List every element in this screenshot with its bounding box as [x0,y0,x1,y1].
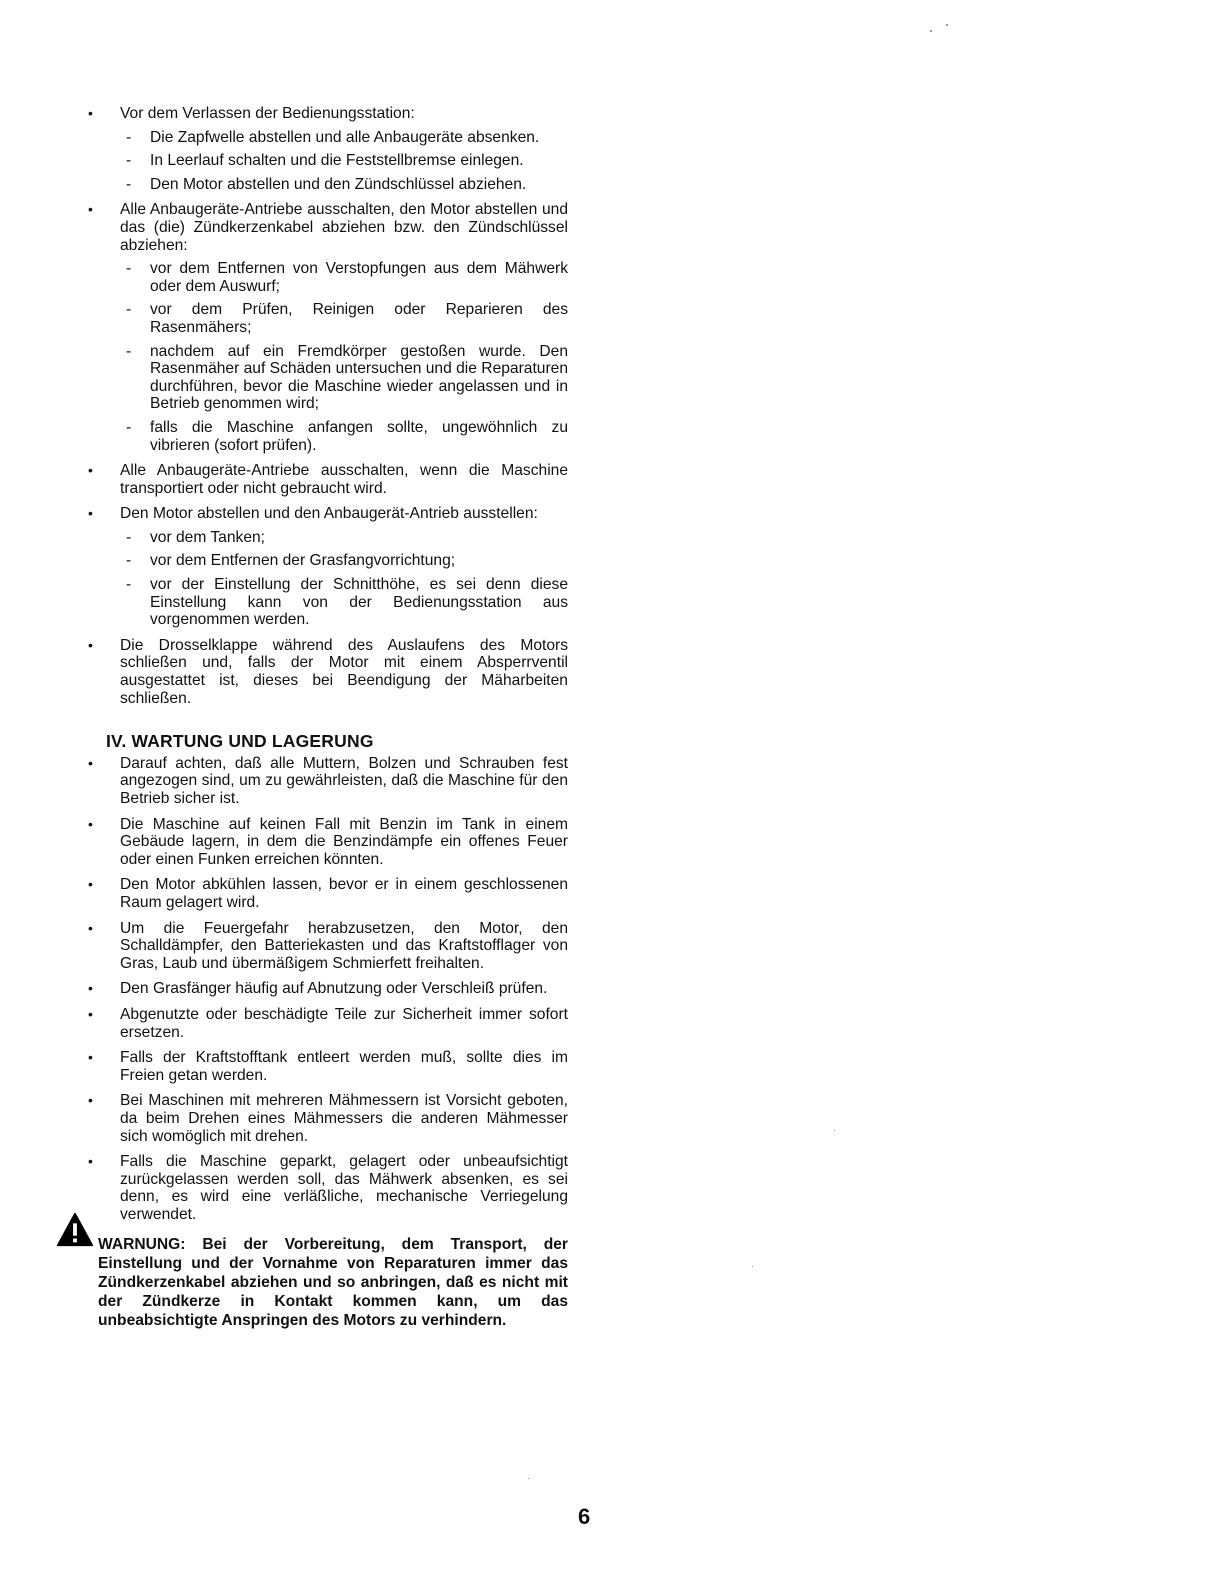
page-number: 6 [578,1504,591,1529]
bullet: • [88,636,93,653]
list-item [86,462,568,497]
sub-item: - nachdem auf ein Fremdkörper gestoßen wurde. Den Rasenmäher auf Schäden untersuchen und die Reparaturen durchführen, bevor die Maschine wieder angelassen und in Betrieb genommen wird; [126,342,568,413]
list-item: • Um die Feuergefahr herabzusetzen, den Motor, den Schalldämpfer, den Batteriekasten und das Kraftstofflager von Gras, Laub und übermäßigem Schmierfett freihalten. [88,919,568,972]
list-item: • Darauf achten, daß alle Muttern, Bolzen und Schrauben fest angezogen sind, um zu gewährleisten, daß die Maschine für den Betrieb sicher ist. [88,754,568,807]
list-item: • Die Maschine auf keinen Fall mit Benzin im Tank in einem Gebäude lagern, in dem die Benzindämpfe ein offenes Feuer oder einen Funken erreichen könnten. [88,815,568,868]
item-text: Alle Anbaugeräte-Antriebe ausschalten, wenn die Maschine transportiert oder nicht gebraucht wird. [120,462,568,497]
sub-item: - vor dem Prüfen, Reinigen oder Reparieren des Rasenmähers; [126,301,568,336]
sub-item: - vor der Einstellung der Schnitthöhe, es sei denn diese Einstellung kann von der Bedienungsstation aus vorgenommen werden. [126,576,568,629]
bullet: • [88,105,93,121]
sub-item: - Den Motor abstellen und den Zündschlüssel abziehen. [126,175,527,193]
list-item: • Den Grasfänger häufig auf Abnutzung oder Verschleiß prüfen. [88,980,548,998]
sub-item: - vor dem Entfernen der Grasfangvorrichtung; [126,552,456,570]
bullet: • [88,462,93,479]
item-text: Alle Anbaugeräte-Antriebe ausschalten, den Motor abstellen und das (die) Zündkerzenkabel abziehen bzw. den Zündschlüssel abziehen: [120,201,568,254]
bullet: • [88,505,93,522]
section-heading: IV. WARTUNG UND LAGERUNG [106,731,374,752]
main-column [86,105,568,1330]
list-item: • Falls die Maschine geparkt, gelagert oder unbeaufsichtigt zurückgelassen werden soll, das Mähwerk absenken, es sei denn, es wird eine verläßliche, mechanische Verriegelung verwendet. [88,1153,568,1223]
item-text: Den Motor abstellen und den Anbaugerät-Antrieb ausstellen: [120,505,538,523]
scan-speck [930,30,932,32]
list-item [86,637,568,707]
list-item: • Den Motor abkühlen lassen, bevor er in einem geschlossenen Raum gelagert wird. [88,876,568,911]
warning-block [86,1235,568,1330]
scan-speck [528,1478,529,1479]
item-text: Die Drosselklappe während des Auslaufens des Motors schließen und, falls der Motor mit einem Absperrventil ausgestattet ist, dieses bei Beendigung der Mäharbeiten schließen. [120,636,568,707]
scan-speck [752,1266,753,1267]
bullet: • [88,201,93,218]
item-text: Vor dem Verlassen der Bedienungsstation: [120,105,415,122]
sub-item: - In Leerlauf schalten und die Feststellbremse einlegen. [126,152,524,170]
list-item [86,505,568,629]
list-item: • Abgenutzte oder beschädigte Teile zur Sicherheit immer sofort ersetzen. [88,1005,568,1041]
scan-speck [946,24,948,26]
list-item [86,201,568,454]
warning-text: WARNUNG: Bei der Vorbereitung, dem Transport, der Einstellung und der Vornahme von Reparaturen immer das Zündkerzenkabel abziehen und so anbringen, daß es nicht mit der Zündkerze in Kontakt kommen kann, um das unbeabsichtigte Anspringen des Motors zu verhindern. [98,1236,568,1330]
list-item: • Falls der Kraftstofftank entleert werden muß, sollte dies im Freien getan werden. [88,1049,568,1084]
sub-item: - vor dem Entfernen von Verstopfungen aus dem Mähwerk oder dem Auswurf; [126,260,568,295]
sub-item: - falls die Maschine anfangen sollte, ungewöhnlich zu vibrieren (sofort prüfen). [126,418,568,454]
sub-item: - vor dem Tanken; [126,528,265,546]
list-item: • Bei Maschinen mit mehreren Mähmessern ist Vorsicht geboten, da beim Drehen eines Mähmessers die anderen Mähmesser sich womöglich mit drehen. [88,1092,568,1145]
sub-item: - Die Zapfwelle abstellen und alle Anbaugeräte absenken. [126,128,540,146]
scan-speck [834,1130,835,1131]
list-item [86,105,568,193]
warning-triangle-icon [56,1211,94,1249]
